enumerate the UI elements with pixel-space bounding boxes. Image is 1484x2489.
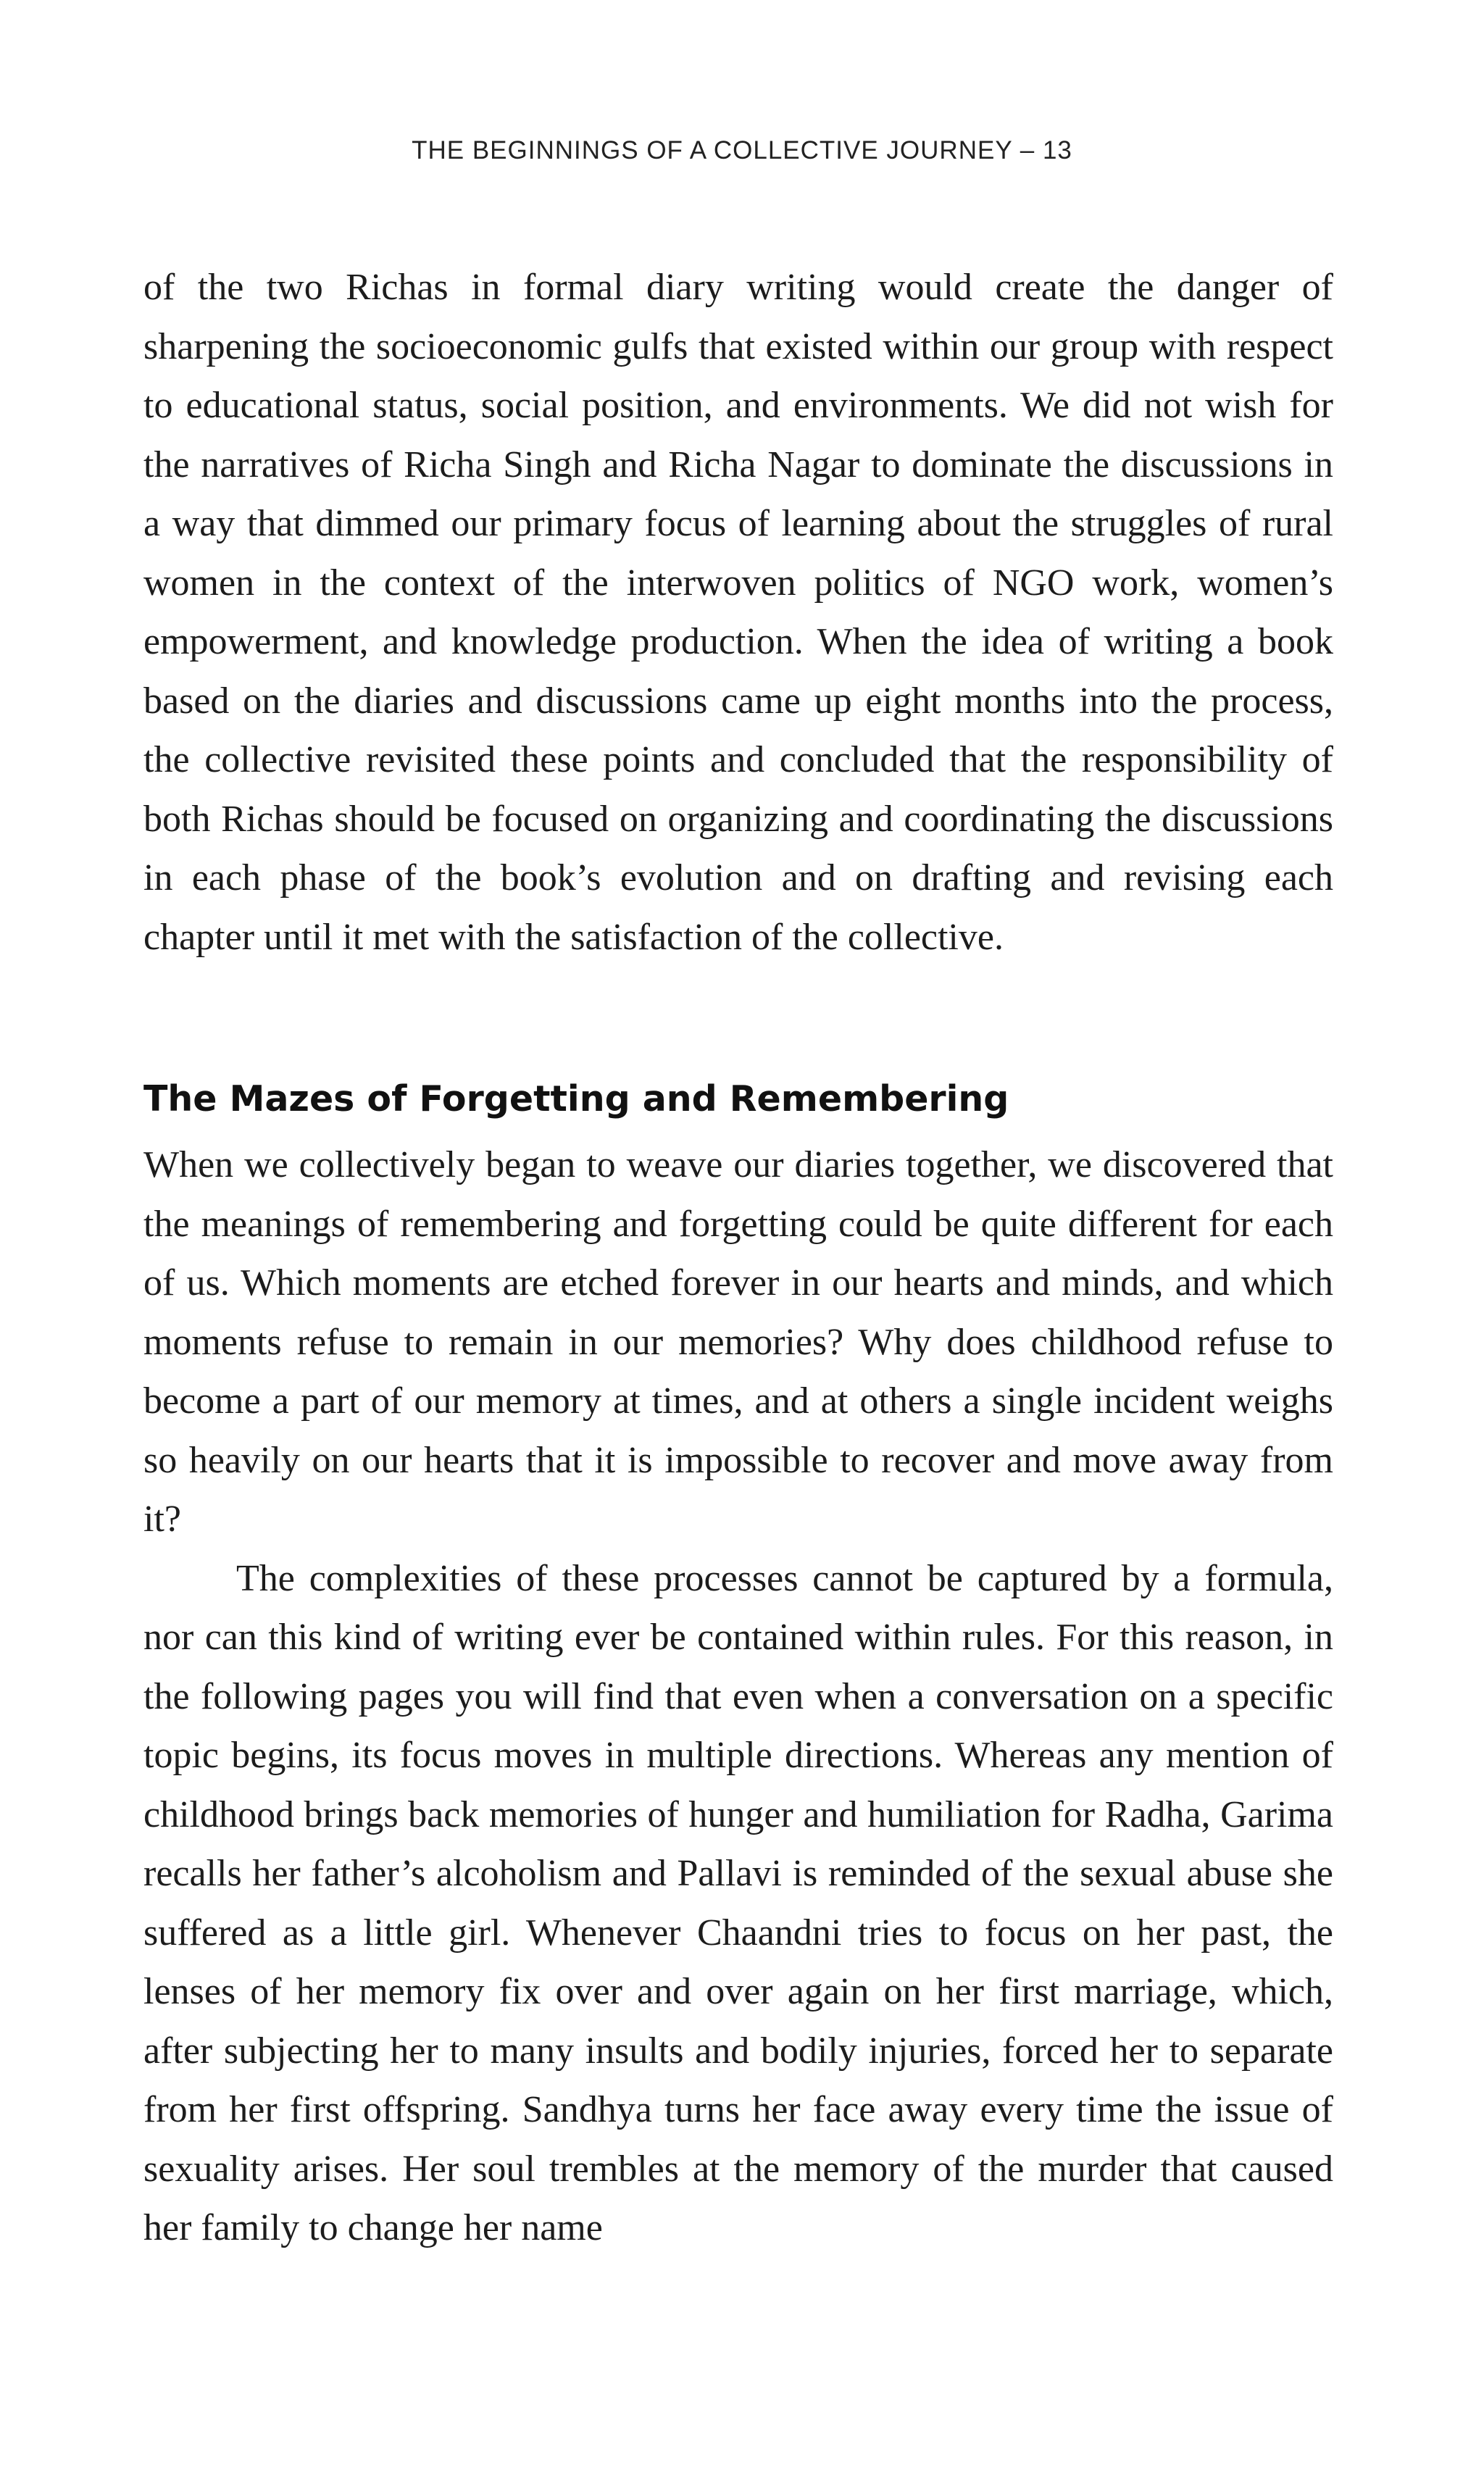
body-text-section bbox=[143, 1135, 1333, 2258]
body-text-top bbox=[143, 258, 1333, 967]
paragraph-indented: The complexities of these processes cannot be captured by a formula, nor can this kind of writing ever be contained within rules. For this reason, in the following pages you will find that even when a conversation on a specific topic begins, its focus moves in multiple directions. Whereas any mention of childhood brings back memories of hunger and humiliation for Radha, Garima recalls her father’s alcoholism and Pallavi is reminded of the sexual abuse she suffered as a little girl. Whenever Chaandni tries to focus on her past, the lenses of her memory fix over and over again on her first marriage, which, after subjecting her to many insults and bodily injuries, forced her to separate from her first offspring. Sandhya turns her face away every time the issue of sexuality arises. Her soul trembles at the memory of the murder that caused her family to change her name bbox=[143, 1557, 1333, 2248]
paragraph-continued: of the two Richas in formal diary writing would create the danger of sharpening the socioeconomic gulfs that existed within our group with respect to educational status, social position, and environments. We did not wish for the narratives of Richa Singh and Richa Nagar to dominate the discussions in a way that dimmed our primary focus of learning about the struggles of rural women in the context of the interwoven politics of NGO work, women’s empowerment, and knowledge production. When the idea of writing a book based on the diaries and discussions came up eight months into the process, the collective revisited these points and concluded that the responsibility of both Richas should be focused on organizing and coordinating the discussions in each phase of the book’s evolution and on drafting and revising each chapter until it met with the satisfaction of the collective. bbox=[143, 267, 1333, 958]
section-heading: The Mazes of Forgetting and Remembering bbox=[143, 1078, 1009, 1120]
paragraph-intro: When we collectively began to weave our diaries together, we discovered that the meanings of remembering and forgetting could be quite different for each of us. Which moments are etched forever in our hearts and minds, and which moments refuse to remain in our memories? Why does childhood refuse to become a part of our memory at times, and at others a single incident weighs so heavily on our hearts that it is impossible to recover and move away from it? bbox=[143, 1144, 1333, 1540]
running-head: THE BEGINNINGS OF A COLLECTIVE JOURNEY – 13 bbox=[412, 136, 1072, 164]
